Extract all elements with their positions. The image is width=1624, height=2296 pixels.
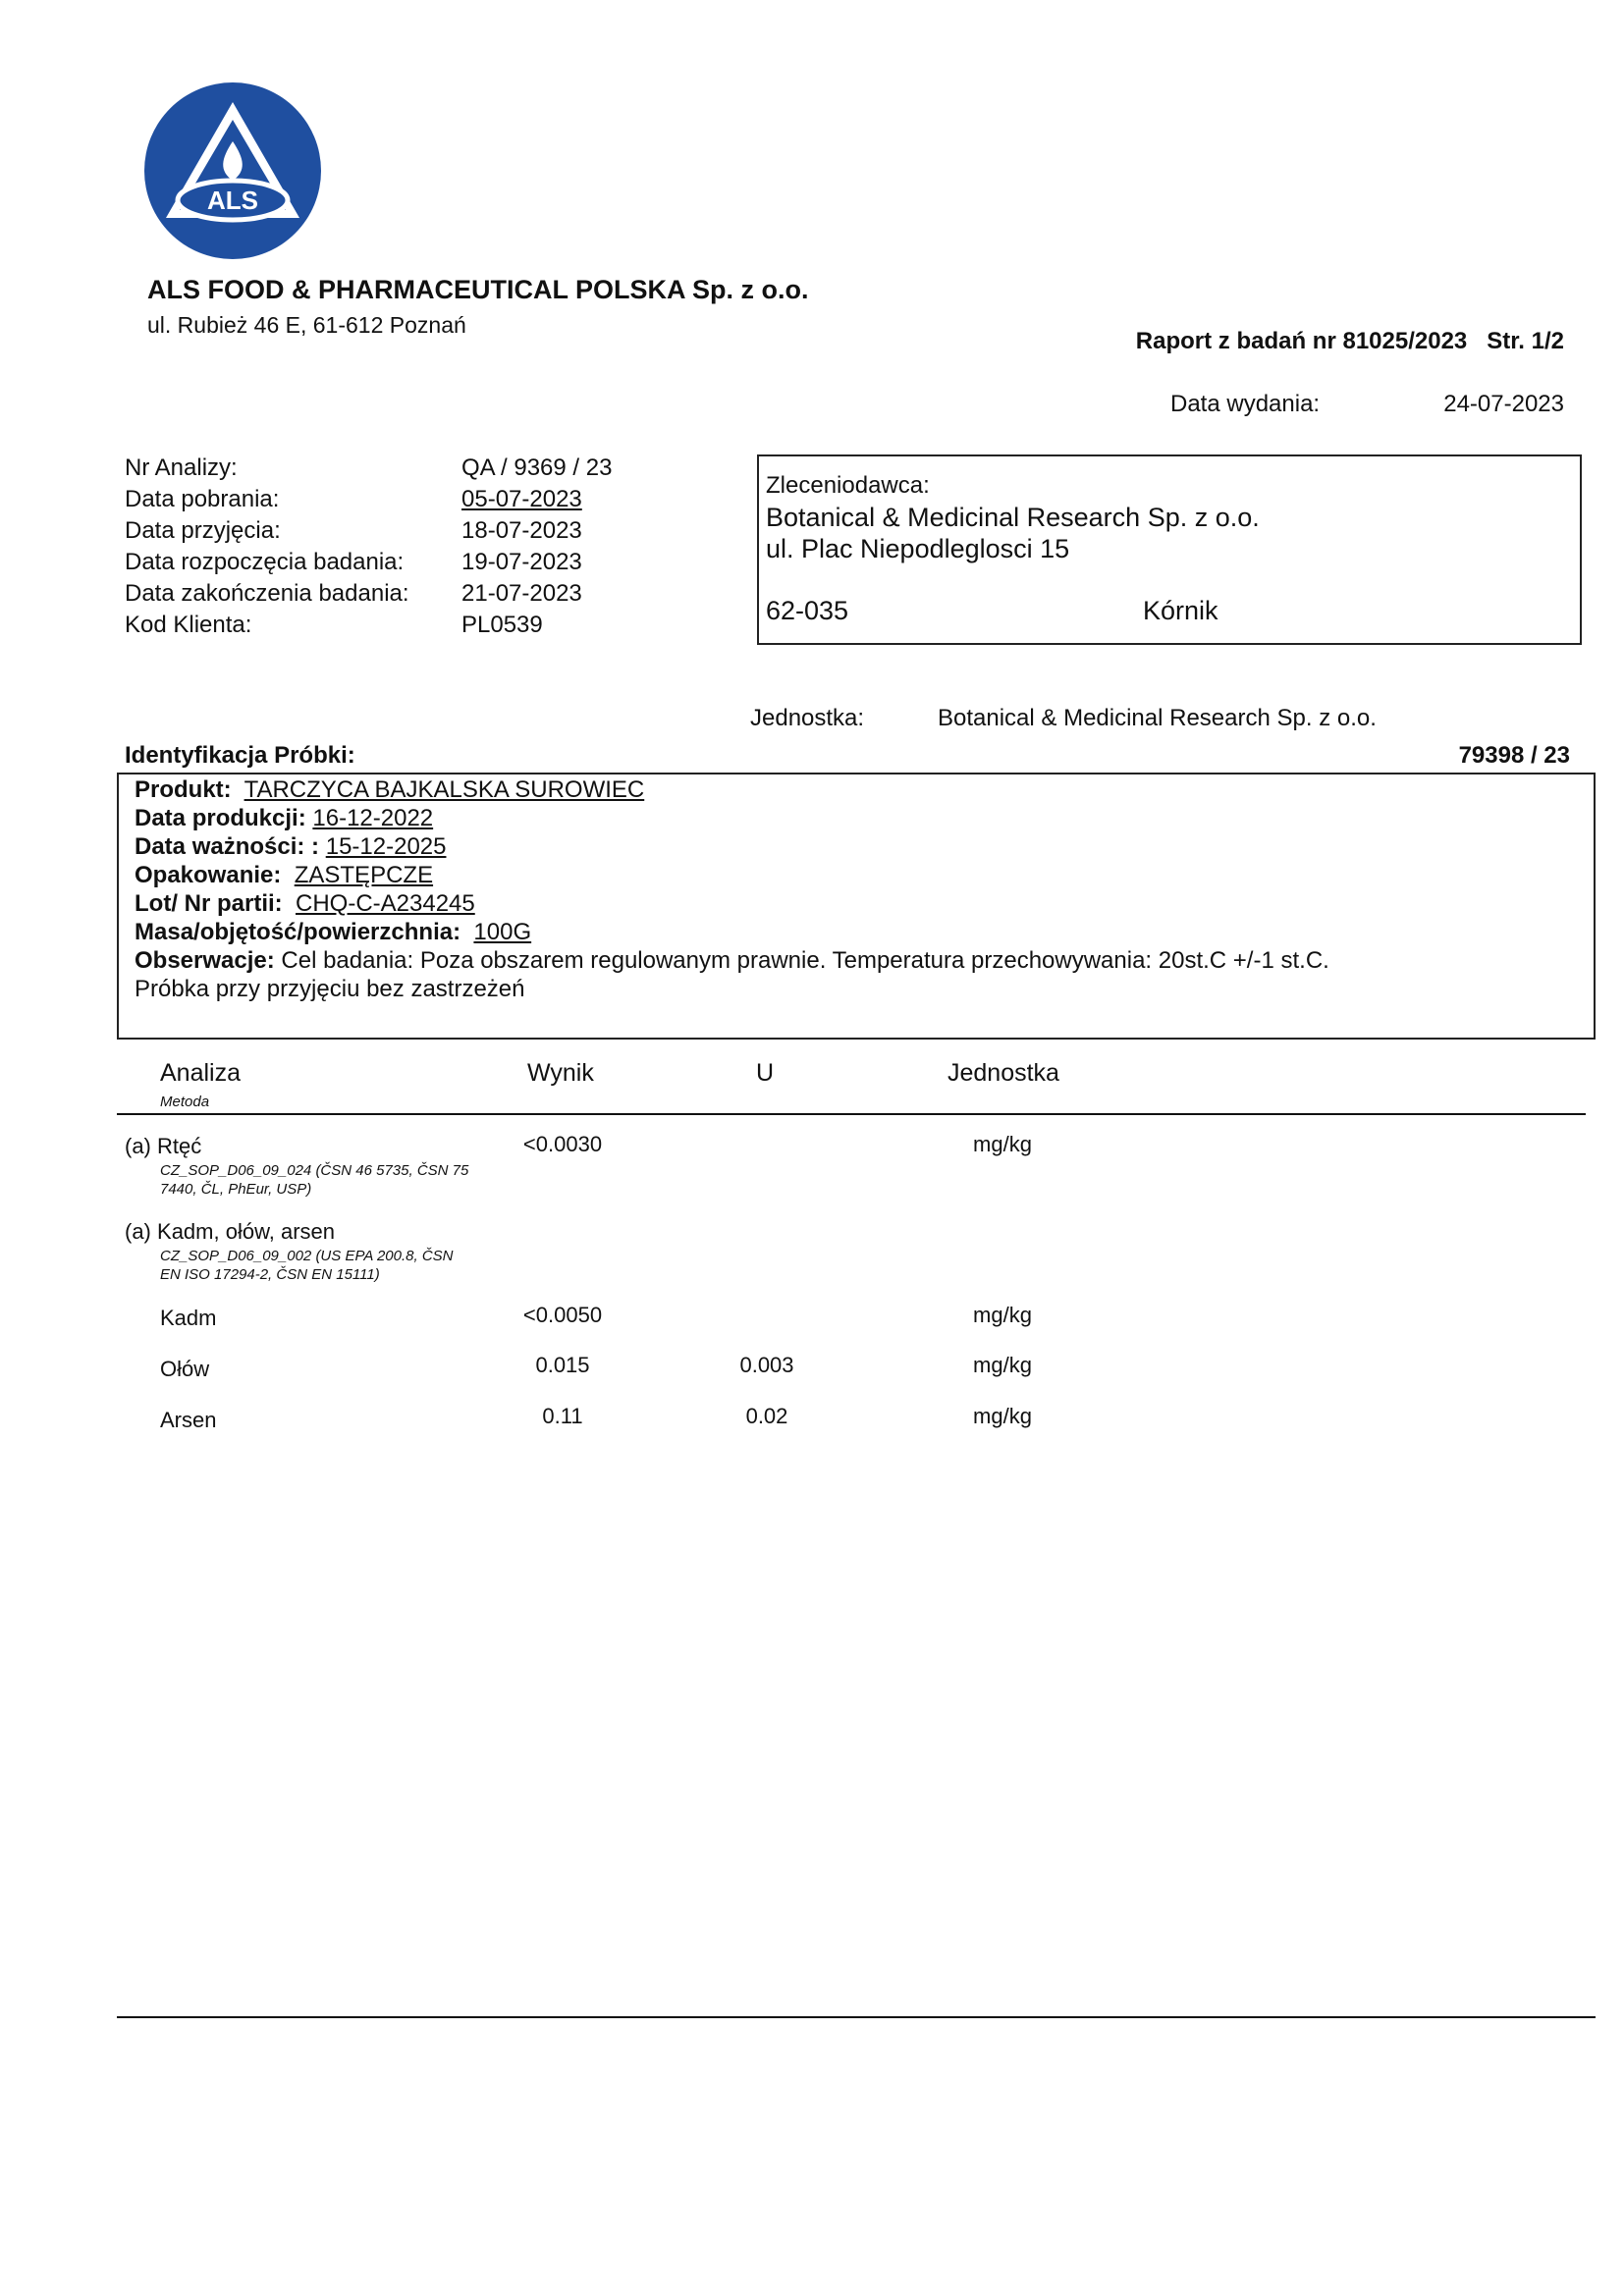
mass-value: 100G: [473, 919, 532, 945]
packaging-label: Opakowanie:: [135, 862, 282, 888]
client-postcode: 62-035: [766, 596, 849, 625]
col-method-header: Metoda: [160, 1094, 210, 1110]
issue-date-value: 24-07-2023: [1443, 391, 1564, 417]
analysis-name: Rtęć: [157, 1134, 202, 1158]
report-title: Raport z badań nr 81025/2023 Str. 1/2: [1135, 328, 1564, 354]
meta-value: 05-07-2023: [461, 486, 582, 512]
unit-value-cell: mg/kg: [973, 1404, 1032, 1428]
meta-value: QA / 9369 / 23: [461, 454, 613, 481]
analysis-method: CZ_SOP_D06_09_024 (ČSN 46 5735, ČSN 75 7440, ČL, PhEur, USP): [160, 1162, 469, 1198]
result-value: <0.0030: [522, 1132, 603, 1156]
accreditation-prefix: (a): [125, 1219, 151, 1244]
unit-value-cell: mg/kg: [973, 1303, 1032, 1327]
meta-value: 21-07-2023: [461, 580, 582, 607]
uncertainty-value: 0.02: [745, 1404, 788, 1428]
lot-label: Lot/ Nr partii:: [135, 890, 283, 917]
col-uncertainty-header: U: [756, 1059, 775, 1087]
analysis-method: CZ_SOP_D06_09_002 (US EPA 200.8, ČSN EN ISO 17294-2, ČSN EN 15111): [160, 1248, 454, 1283]
expiry-label: Data ważności: :: [135, 833, 320, 860]
remarks-value: Cel badania: Poza obszarem regulowanym prawnie. Temperatura przechowywania: 20st.C +/-1 st.C.: [281, 947, 1329, 974]
lot-value: CHQ-C-A234245: [296, 890, 475, 917]
table-row: [125, 1219, 335, 1245]
analysis-name: Arsen: [160, 1408, 217, 1432]
accreditation-prefix: (a): [125, 1134, 151, 1158]
meta-label: Data przyjęcia:: [125, 517, 281, 544]
analysis-name: Kadm: [160, 1306, 217, 1330]
client-name: Botanical & Medicinal Research Sp. z o.o.: [766, 503, 1260, 532]
col-result-header: Wynik: [527, 1059, 594, 1087]
analysis-name: Ołów: [160, 1357, 210, 1381]
production-value: 16-12-2022: [312, 805, 434, 831]
meta-label: Kod Klienta:: [125, 612, 252, 638]
client-box: [757, 454, 1582, 645]
meta-label: Data pobrania:: [125, 486, 280, 512]
meta-value: 18-07-2023: [461, 517, 582, 544]
footer-rule: [117, 2016, 1596, 2018]
company-name: ALS FOOD & PHARMACEUTICAL POLSKA Sp. z o.o.: [147, 275, 809, 304]
remarks-label: Obserwacje:: [135, 947, 275, 974]
result-value: <0.0050: [522, 1303, 603, 1327]
uncertainty-value: 0.003: [739, 1353, 794, 1377]
unit-value-cell: mg/kg: [973, 1353, 1032, 1377]
sample-ident-number: 79398 / 23: [1458, 742, 1570, 769]
client-city: Kórnik: [1143, 596, 1218, 625]
product-value: TARCZYCA BAJKALSKA SUROWIEC: [244, 776, 645, 803]
unit-value-cell: mg/kg: [973, 1132, 1032, 1156]
unit-value: Botanical & Medicinal Research Sp. z o.o.: [938, 705, 1377, 731]
company-address: ul. Rubież 46 E, 61-612 Poznań: [147, 312, 466, 338]
meta-label: Nr Analizy:: [125, 454, 238, 481]
product-label: Produkt:: [135, 776, 232, 803]
meta-value: PL0539: [461, 612, 543, 638]
table-row: [125, 1134, 201, 1159]
remarks-line2: Próbka przy przyjęciu bez zastrzeżeń: [135, 976, 525, 1002]
result-value: 0.015: [535, 1353, 590, 1377]
client-street: ul. Plac Niepodleglosci 15: [766, 534, 1070, 563]
table-header-rule: [117, 1113, 1586, 1115]
als-logo: [142, 80, 323, 261]
expiry-value: 15-12-2025: [325, 833, 447, 860]
issue-date-label: Data wydania:: [1170, 391, 1321, 417]
sample-box: [117, 773, 1596, 1040]
sample-ident-label: Identyfikacja Próbki:: [125, 742, 355, 769]
analysis-name: Kadm, ołów, arsen: [157, 1219, 335, 1244]
meta-label: Data rozpoczęcia badania:: [125, 549, 405, 575]
col-analysis-header: Analiza: [160, 1059, 241, 1087]
unit-label: Jednostka:: [750, 705, 865, 731]
col-unit-header: Jednostka: [947, 1059, 1059, 1087]
production-label: Data produkcji:: [135, 805, 306, 831]
packaging-value: ZASTĘPCZE: [294, 862, 434, 888]
meta-value: 19-07-2023: [461, 549, 582, 575]
client-label: Zleceniodawca:: [766, 472, 930, 499]
mass-label: Masa/objętość/powierzchnia:: [135, 919, 461, 945]
result-value: 0.11: [542, 1404, 583, 1428]
svg-text:ALS: ALS: [207, 186, 258, 215]
meta-label: Data zakończenia badania:: [125, 580, 409, 607]
